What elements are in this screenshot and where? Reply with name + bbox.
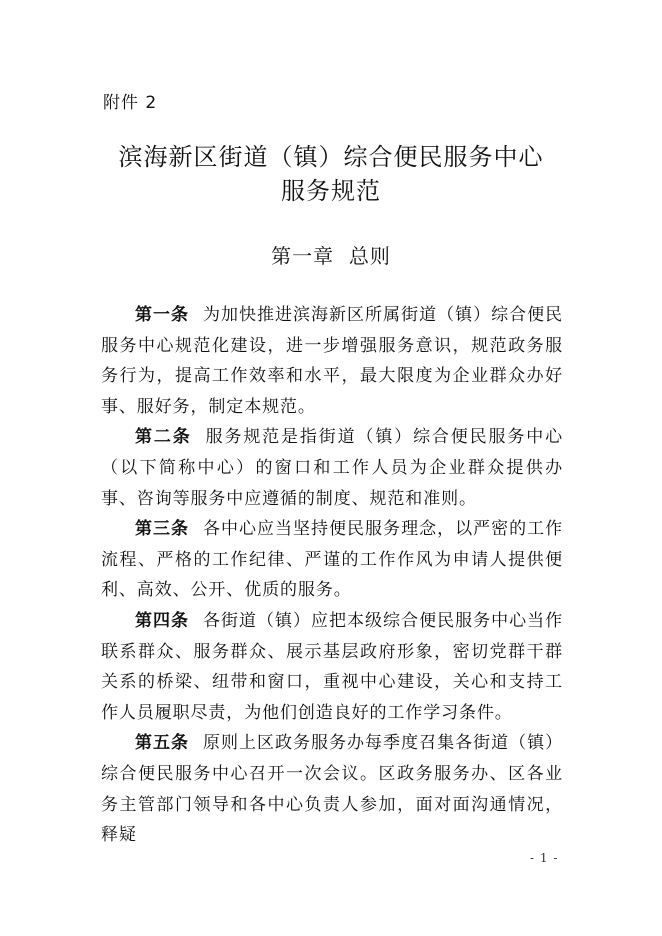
article-text: 原则上区政务服务办每季度召集各街道（镇）综合便民服务中心召开一次会议。区政务服务办、区各业务主管部门领导和各中心负责人参加，面对面沟通情况，释疑 [101,733,563,846]
chapter-title: 第一章 总则 [271,244,391,268]
attachment-label: 附件 2 [103,93,158,113]
document-body [101,300,563,851]
document-title-line-1: 滨海新区街道（镇）综合便民服务中心 [118,143,544,171]
article-number: 第一条 [135,305,190,325]
document-title-line-2: 服务规范 [281,177,381,205]
article-text: 为加快推进滨海新区所属街道（镇）综合便民服务中心规范化建设，进一步增强服务意识，规范政务服务行为，提高工作效率和水平，最大限度为企业群众办好事、服好务，制定本规范。 [101,305,563,417]
article-3 [101,514,563,606]
article-5 [101,728,563,850]
article-number: 第五条 [135,733,190,754]
article-text: 各街道（镇）应把本级综合便民服务中心当作联系群众、服务群众、展示基层政府形象，密切党群干群关系的桥梁、纽带和窗口，重视中心建设，关心和支持工作人员履职尽责，为他们创造良好的工作学习条件。 [101,610,563,723]
page-number: - 1 - [530,851,559,865]
article-4 [101,606,563,728]
article-text: 服务规范是指街道（镇）综合便民服务中心（以下简称中心）的窗口和工作人员为企业群众提供办事、咨询等服务中应遵循的制度、规范和准则。 [101,427,563,509]
article-text: 各中心应当坚持便民服务理念，以严密的工作流程、严格的工作纪律、严谨的工作作风为申请人提供便利、高效、公开、优质的服务。 [101,519,563,601]
article-2 [101,422,563,514]
article-1 [101,300,563,422]
document-title [0,140,662,208]
article-number: 第二条 [135,427,192,448]
article-number: 第四条 [135,610,190,631]
article-number: 第三条 [135,519,190,540]
